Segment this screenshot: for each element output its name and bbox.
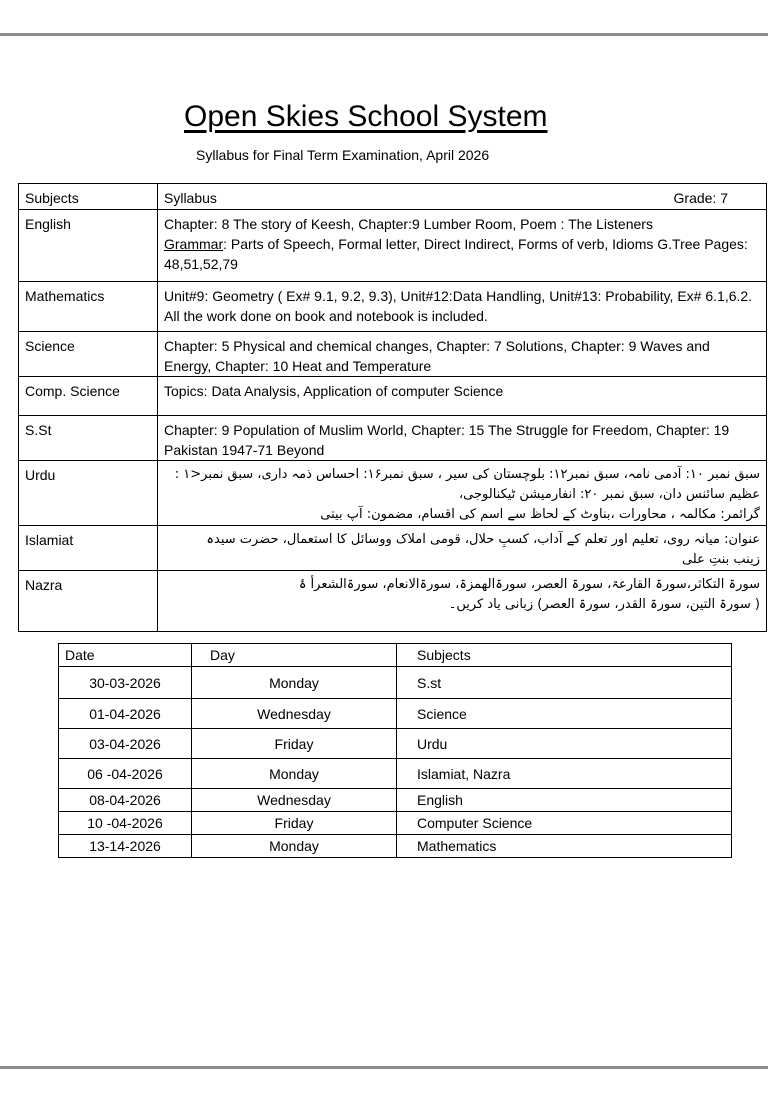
schedule-header-row: [59, 644, 732, 667]
subject-english: English: [19, 210, 158, 282]
islamiat-line-1: عنوان: میانہ روی، تعلیم اور تعلم کے آداب، کسبِ حلال، قومی املاک ووسائل کا استعمال، حضرت سیدہ: [206, 532, 760, 547]
subject-islamiat: Islamiat: [19, 526, 158, 571]
exam-day: Monday: [192, 667, 397, 699]
subject-science: Science: [19, 332, 158, 377]
subject-comp-science: Comp. Science: [19, 377, 158, 416]
exam-subject: S.st: [397, 667, 732, 699]
subject-sst: S.St: [19, 416, 158, 461]
schedule-row: [59, 789, 732, 812]
syllabus-row-mathematics: [19, 282, 767, 332]
nazra-line-1: سورۃ التکاثر،سورۃ القارعۃ، سورۃ العصر، سورۃالھمزۃ، سورۃالانعام، سورۃالشعرأ ۂ: [298, 577, 760, 592]
grade-label: Grade: 7: [673, 190, 728, 206]
syllabus-header: Syllabus: [164, 190, 217, 206]
subject-nazra: Nazra: [19, 571, 158, 632]
schedule-row: [59, 667, 732, 699]
exam-date: 03-04-2026: [59, 729, 192, 759]
exam-day: Monday: [192, 835, 397, 858]
syllabus-comp-science: Topics: Data Analysis, Application of computer Science: [158, 377, 767, 416]
syllabus-table: [18, 183, 767, 632]
syllabus-sst: Chapter: 9 Population of Muslim World, Chapter: 15 The Struggle for Freedom, Chapter: 19 Pakistan 1947-71 Beyond: [158, 416, 767, 461]
exam-schedule-table: [58, 643, 732, 858]
schedule-row: [59, 729, 732, 759]
syllabus-row-science: [19, 332, 767, 377]
exam-date: 10 -04-2026: [59, 812, 192, 835]
syllabus-nazra: [158, 571, 767, 632]
exam-date: 06 -04-2026: [59, 759, 192, 789]
subjects-header: Subjects: [397, 644, 732, 667]
exam-subject: Islamiat, Nazra: [397, 759, 732, 789]
urdu-line-3: گرائمر: مکالمہ ، محاورات ،بناوٹ کے لحاظ سے اسم کی اقسام، مضمون: آپ بیتی: [320, 507, 760, 522]
exam-subject: Computer Science: [397, 812, 732, 835]
grammar-line: [164, 234, 760, 274]
bottom-rule: [0, 1066, 768, 1069]
schedule-row: [59, 699, 732, 729]
day-header: Day: [192, 644, 397, 667]
nazra-line-2: ( سورۃ التین، سورۃ القدر، سورۃ العصر) زبانی یاد کریں۔: [448, 597, 760, 612]
syllabus-line: Chapter: 8 The story of Keesh, Chapter:9 Lumber Room, Poem : The Listeners: [164, 216, 653, 232]
exam-subject: English: [397, 789, 732, 812]
grammar-text: : Parts of Speech, Formal letter, Direct Indirect, Forms of verb, Idioms G.Tree Pages: 48,51,52,79: [164, 236, 748, 272]
exam-subject: Science: [397, 699, 732, 729]
syllabus-urdu: [158, 461, 767, 526]
subject-urdu: Urdu: [19, 461, 158, 526]
urdu-line-1: سبق نمبر ۱۰: آدمی نامہ، سبق نمبر۱۲: بلوچستان کی سیر ، سبق نمبر۱۶: احساس ذمہ داری، سبق نمبر<۱ :: [174, 467, 760, 482]
syllabus-row-english: [19, 210, 767, 282]
exam-day: Friday: [192, 812, 397, 835]
page-subtitle: Syllabus for Final Term Examination, April 2026: [196, 147, 490, 163]
exam-date: 30-03-2026: [59, 667, 192, 699]
syllabus-header-cell: [158, 184, 767, 210]
subject-mathematics: Mathematics: [19, 282, 158, 332]
exam-day: Wednesday: [192, 699, 397, 729]
top-rule: [0, 33, 768, 36]
syllabus-english: [158, 210, 767, 282]
exam-subject: Mathematics: [397, 835, 732, 858]
exam-day: Monday: [192, 759, 397, 789]
islamiat-line-2: زینب بنتِ علی: [681, 552, 760, 567]
syllabus-row-sst: [19, 416, 767, 461]
exam-subject: Urdu: [397, 729, 732, 759]
schedule-row: [59, 759, 732, 789]
date-header: Date: [59, 644, 192, 667]
subjects-header: Subjects: [19, 184, 158, 210]
exam-date: 01-04-2026: [59, 699, 192, 729]
exam-day: Friday: [192, 729, 397, 759]
syllabus-row-islamiat: [19, 526, 767, 571]
exam-day: Wednesday: [192, 789, 397, 812]
syllabus-science: Chapter: 5 Physical and chemical changes, Chapter: 7 Solutions, Chapter: 9 Waves and Energy, Chapter: 10 Heat and Temperature: [158, 332, 767, 377]
schedule-row: [59, 812, 732, 835]
urdu-line-2: عظیم سائنس دان، سبق نمبر ۲۰: انفارمیشن ٹیکنالوجی،: [458, 487, 760, 502]
syllabus-header-row: [19, 184, 767, 210]
syllabus-row-urdu: [19, 461, 767, 526]
schedule-row: [59, 835, 732, 858]
exam-date: 13-14-2026: [59, 835, 192, 858]
exam-date: 08-04-2026: [59, 789, 192, 812]
page-title: Open Skies School System: [184, 100, 548, 133]
syllabus-islamiat: [158, 526, 767, 571]
syllabus-row-nazra: [19, 571, 767, 632]
syllabus-mathematics: Unit#9: Geometry ( Ex# 9.1, 9.2, 9.3), Unit#12:Data Handling, Unit#13: Probability, Ex# 6.1,6.2. All the work done on book and notebook is included.: [158, 282, 767, 332]
grammar-label: Grammar: [164, 236, 224, 252]
syllabus-row-comp-science: [19, 377, 767, 416]
